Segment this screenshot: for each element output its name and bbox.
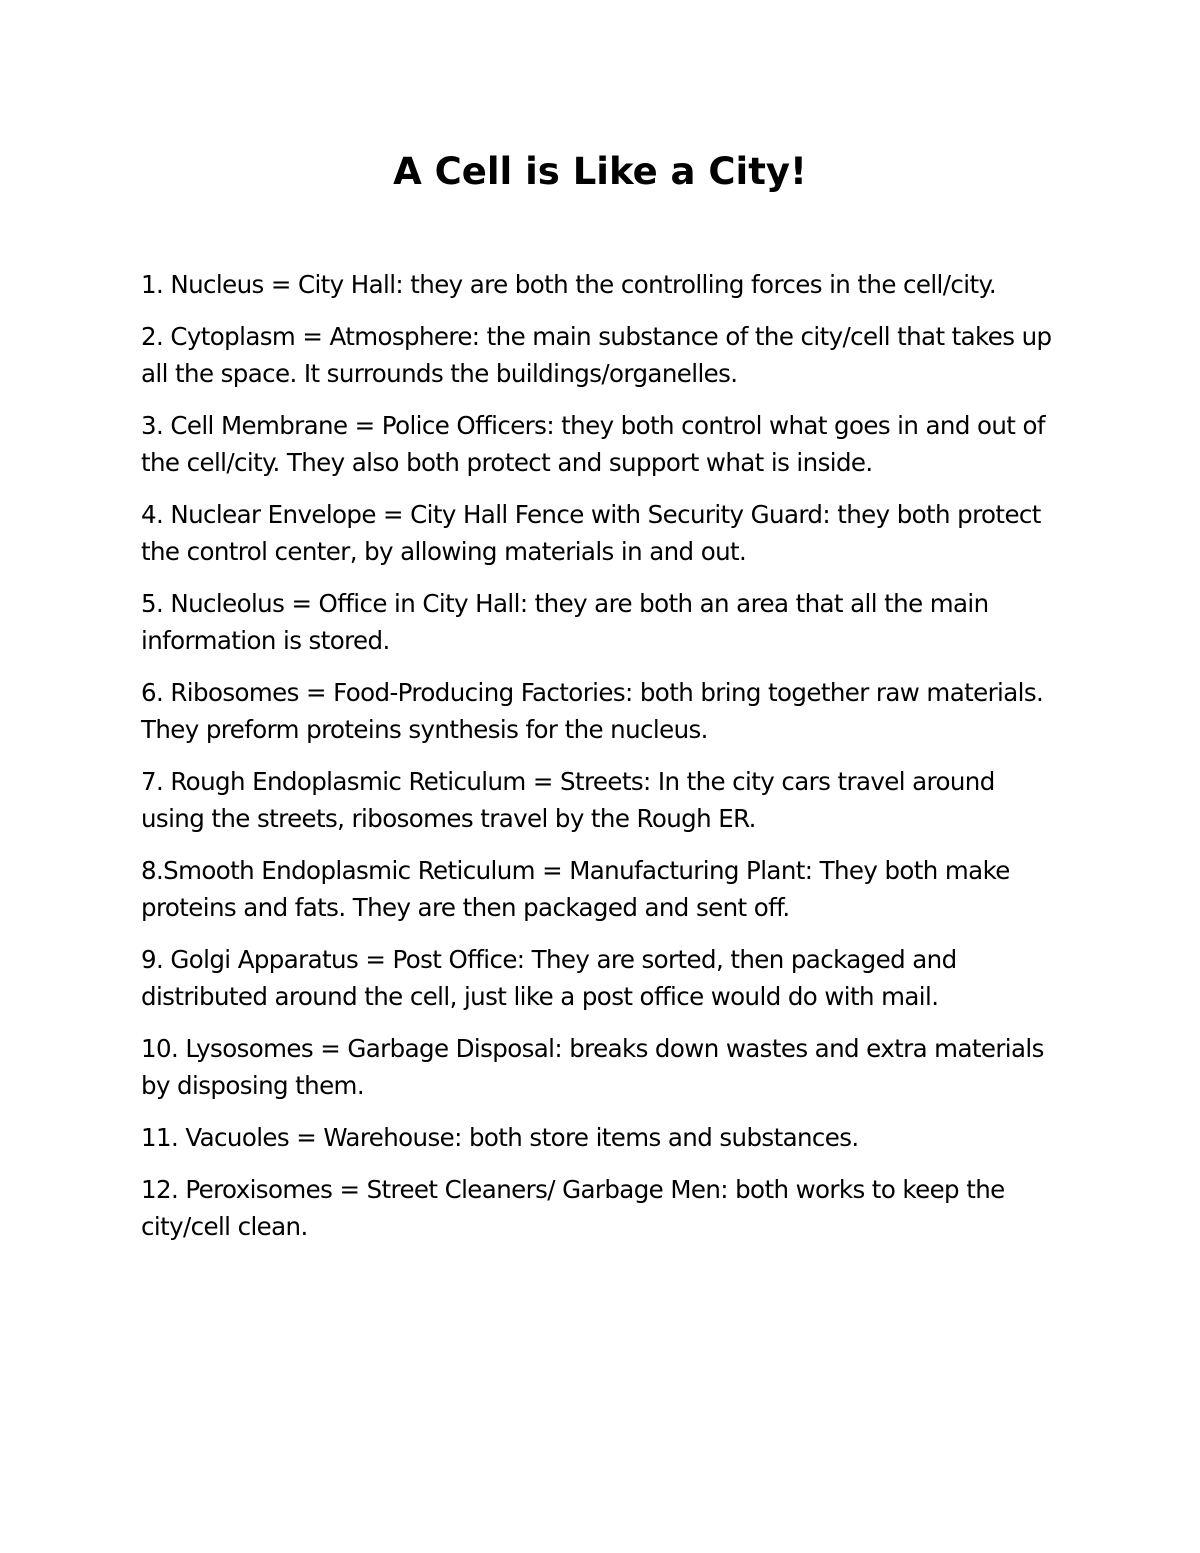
list-item: 2. Cytoplasm = Atmosphere: the main substance of the city/cell that takes up all the space. It surrounds the buildings/organelles. (141, 322, 1052, 388)
comparison-list (141, 266, 1061, 1260)
list-item: 1. Nucleus = City Hall: they are both the controlling forces in the cell/city. (141, 270, 997, 299)
list-item: 9. Golgi Apparatus = Post Office: They are sorted, then packaged and distributed around the cell, just like a post office would do with mail. (141, 945, 957, 1011)
list-item: 11. Vacuoles = Warehouse: both store items and substances. (141, 1123, 859, 1152)
list-item: 5. Nucleolus = Office in City Hall: they are both an area that all the main information is stored. (141, 589, 989, 655)
list-item: 6. Ribosomes = Food-Producing Factories: both bring together raw materials. They preform proteins synthesis for the nucleus. (141, 678, 1044, 744)
list-item: 4. Nuclear Envelope = City Hall Fence with Security Guard: they both protect the control center, by allowing materials in and out. (141, 500, 1041, 566)
page-title: A Cell is Like a City! (393, 150, 807, 193)
list-item: 8.Smooth Endoplasmic Reticulum = Manufacturing Plant: They both make proteins and fats. They are then packaged and sent off. (141, 856, 1010, 922)
list-item: 3. Cell Membrane = Police Officers: they both control what goes in and out of the cell/city. They also both protect and support what is inside. (141, 411, 1045, 477)
list-item: 12. Peroxisomes = Street Cleaners/ Garbage Men: both works to keep the city/cell clean. (141, 1175, 1005, 1241)
list-item: 10. Lysosomes = Garbage Disposal: breaks down wastes and extra materials by disposing them. (141, 1034, 1044, 1100)
list-item: 7. Rough Endoplasmic Reticulum = Streets: In the city cars travel around using the streets, ribosomes travel by the Rough ER. (141, 767, 995, 833)
